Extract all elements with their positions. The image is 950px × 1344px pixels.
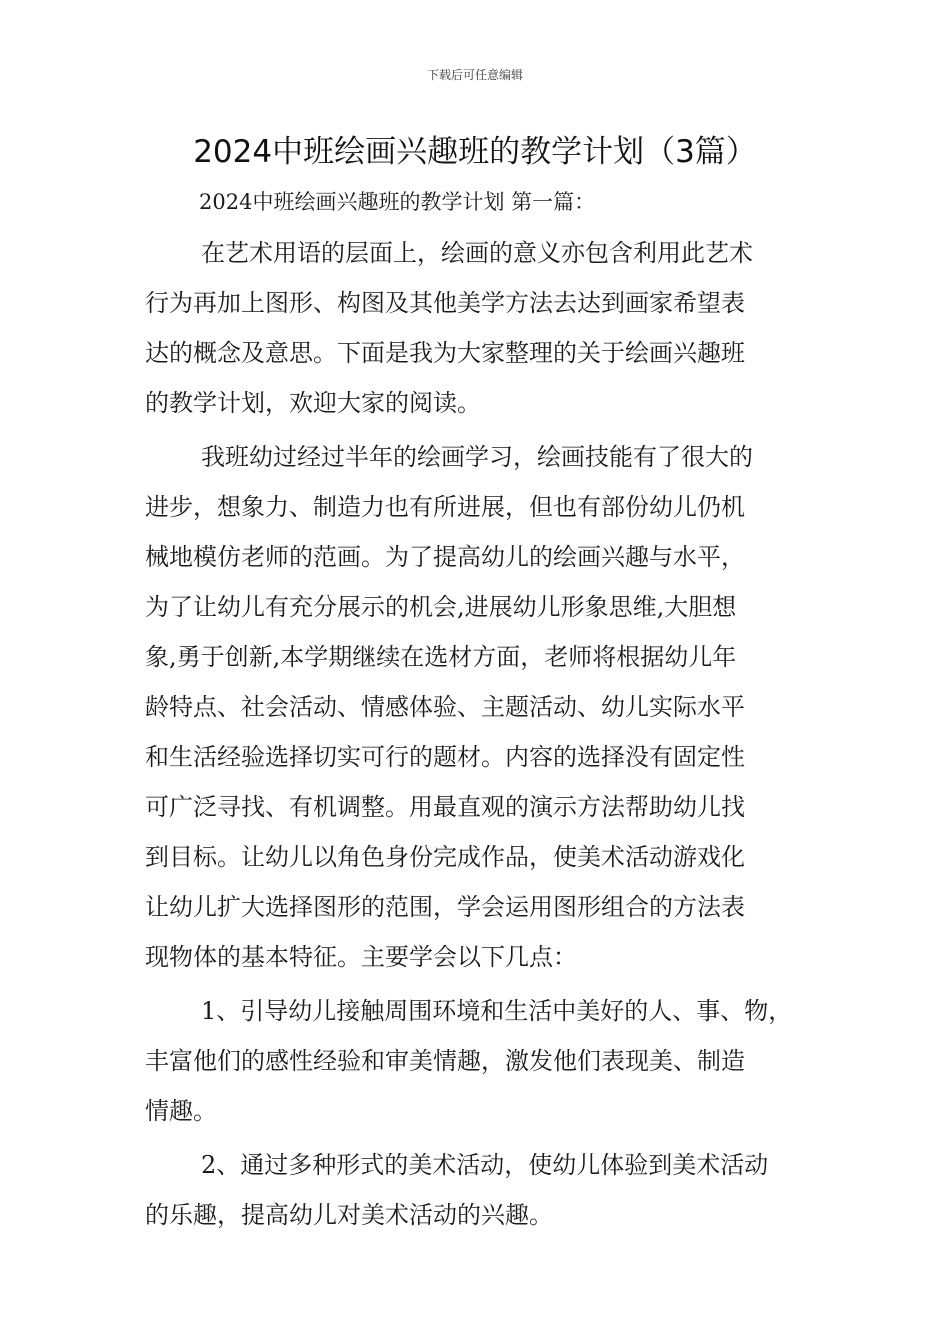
section-heading: 2024中班绘画兴趣班的教学计划 第一篇： (199, 190, 596, 214)
text-line: 行为再加上图形、构图及其他美学方法去达到画家希望表 (145, 289, 745, 317)
text-line: 丰富他们的感性经验和审美情趣，激发他们表现美、制造 (145, 1047, 745, 1075)
text-line: 在艺术用语的层面上，绘画的意义亦包含利用此艺术 (201, 239, 753, 267)
text-line: 的乐趣，提高幼儿对美术活动的兴趣。 (145, 1201, 553, 1229)
text-line: 龄特点、社会活动、情感体验、主题活动、幼儿实际水平 (145, 693, 745, 721)
text-line: 现物体的基本特征。主要学会以下几点： (145, 943, 577, 971)
text-line: 我班幼过经过半年的绘画学习，绘画技能有了很大的 (201, 443, 753, 471)
text-line: 械地模仿老师的范画。为了提高幼儿的绘画兴趣与水平， (145, 543, 745, 571)
text-line: 象,勇于创新,本学期继续在选材方面，老师将根据幼儿年 (145, 643, 737, 671)
text-line: 可广泛寻找、有机调整。用最直观的演示方法帮助幼儿找 (145, 793, 745, 821)
text-line: 达的概念及意思。下面是我为大家整理的关于绘画兴趣班 (145, 339, 745, 367)
header-note: 下载后可任意编辑 (426, 68, 523, 82)
document-body (145, 180, 813, 1240)
document-title: 2024中班绘画兴趣班的教学计划（3篇） (193, 134, 757, 170)
text-line: 让幼儿扩大选择图形的范围，学会运用图形组合的方法表 (145, 893, 745, 921)
text-line: 和生活经验选择切实可行的题材。内容的选择没有固定性 (145, 743, 745, 771)
text-line: 2、通过多种形式的美术活动，使幼儿体验到美术活动 (201, 1151, 769, 1179)
text-line: 的教学计划，欢迎大家的阅读。 (145, 389, 481, 417)
text-line: 1、引导幼儿接触周围环境和生活中美好的人、事、物， (201, 997, 793, 1025)
text-line: 到目标。让幼儿以角色身份完成作品，使美术活动游戏化 (145, 843, 745, 871)
text-line: 进步，想象力、制造力也有所进展，但也有部份幼儿仍机 (145, 493, 745, 521)
text-line: 情趣。 (145, 1097, 217, 1125)
text-line: 为了让幼儿有充分展示的机会,进展幼儿形象思维,大胆想 (145, 593, 737, 621)
